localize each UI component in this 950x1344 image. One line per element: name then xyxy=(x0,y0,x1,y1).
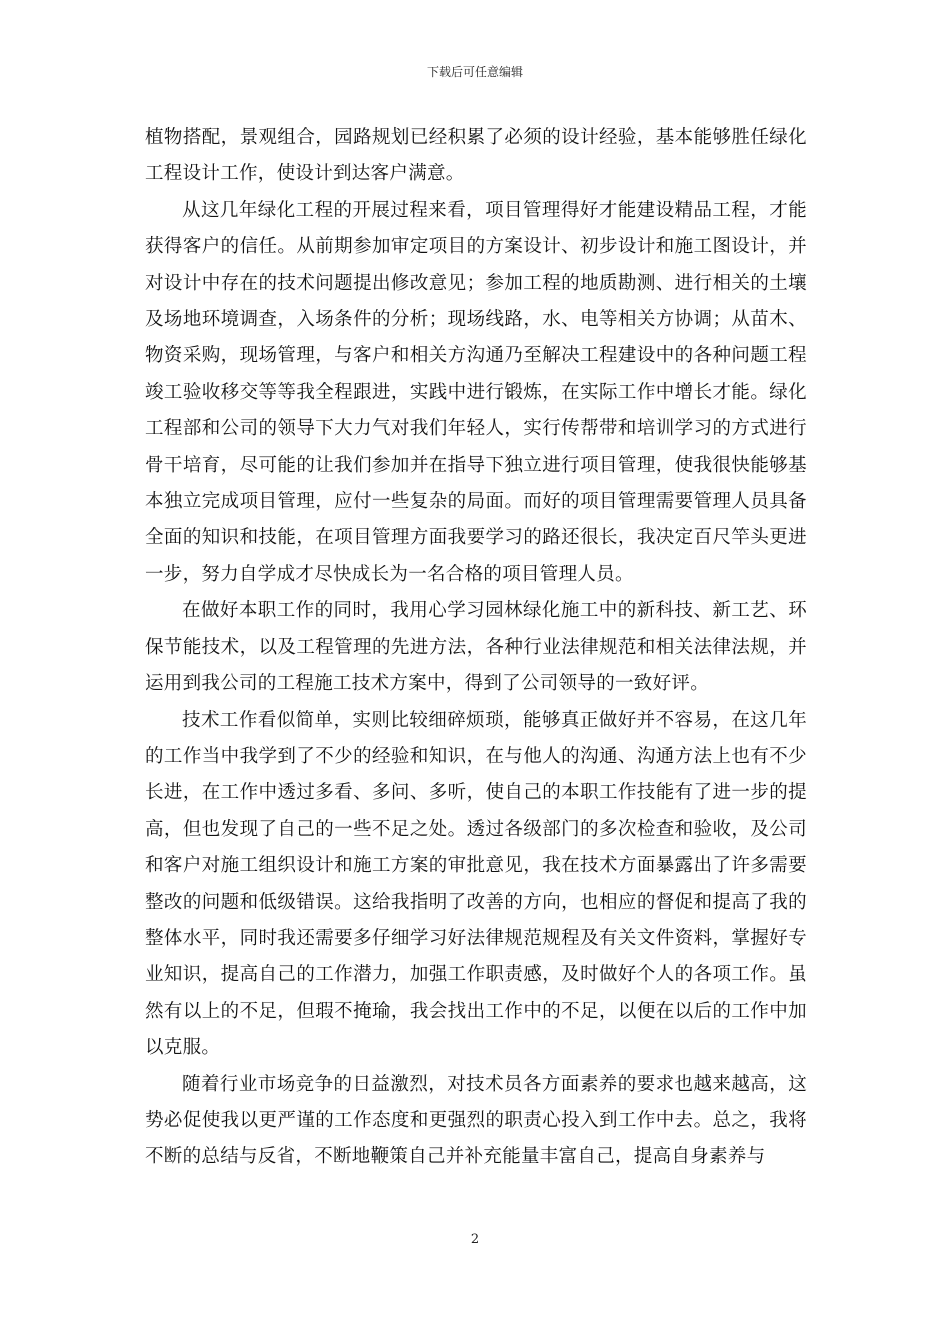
page-number: 2 xyxy=(470,1232,480,1247)
document-body xyxy=(145,120,807,1176)
paragraph: 从这几年绿化工程的开展过程来看，项目管理得好才能建设精品工程，才能获得客户的信任。从前期参加审定项目的方案设计、初步设计和施工图设计，并对设计中存在的技术问题提出修改意见；参加工程的地质勘测、进行相关的土壤及场地环境调查，入场条件的分析；现场线路，水、电等相关方协调；从苗木、物资采购，现场管理，与客户和相关方沟通乃至解决工程建设中的各种问题工程竣工验收移交等等我全程跟进，实践中进行锻炼，在实际工作中增长才能。绿化工程部和公司的领导下大力气对我们年轻人，实行传帮带和培训学习的方式进行骨干培育，尽可能的让我们参加并在指导下独立进行项目管理，使我很快能够基本独立完成项目管理，应付一些复杂的局面。而好的项目管理需要管理人员具备全面的知识和技能，在项目管理方面我要学习的路还很长，我决定百尺竿头更进一步，努力自学成才尽快成长为一名合格的项目管理人员。 xyxy=(145,199,807,585)
paragraph: 技术工作看似简单，实则比较细碎烦琐，能够真正做好并不容易，在这几年的工作当中我学到了不少的经验和知识，在与他人的沟通、沟通方法上也有不少长进，在工作中透过多看、多问、多听，使自己的本职工作技能有了进一步的提高，但也发现了自己的一些不足之处。透过各级部门的多次检查和验收，及公司和客户对施工组织设计和施工方案的审批意见，我在技术方面暴露出了许多需要整改的问题和低级错误。这给我指明了改善的方向，也相应的督促和提高了我的整体水平，同时我还需要多仔细学习好法律规范规程及有关文件资料，掌握好专业知识，提高自己的工作潜力，加强工作职责感，及时做好个人的各项工作。虽然有以上的不足，但瑕不掩瑜，我会找出工作中的不足，以便在以后的工作中加以克服。 xyxy=(145,709,807,1059)
paragraph: 随着行业市场竞争的日益激烈，对技术员各方面素养的要求也越来越高，这势必促使我以更严谨的工作态度和更强烈的职责心投入到工作中去。总之，我将不断的总结与反省，不断地鞭策自己并补充能量丰富自己，提高自身素养与 xyxy=(145,1073,807,1168)
page-header: 下载后可任意编辑 xyxy=(426,65,523,79)
paragraph: 在做好本职工作的同时，我用心学习园林绿化施工中的新科技、新工艺、环保节能技术，以及工程管理的先进方法，各种行业法律规范和相关法律法规，并运用到我公司的工程施工技术方案中，得到了公司领导的一致好评。 xyxy=(145,600,807,695)
paragraph: 植物搭配，景观组合，园路规划已经积累了必须的设计经验，基本能够胜任绿化工程设计工作，使设计到达客户满意。 xyxy=(145,127,807,185)
